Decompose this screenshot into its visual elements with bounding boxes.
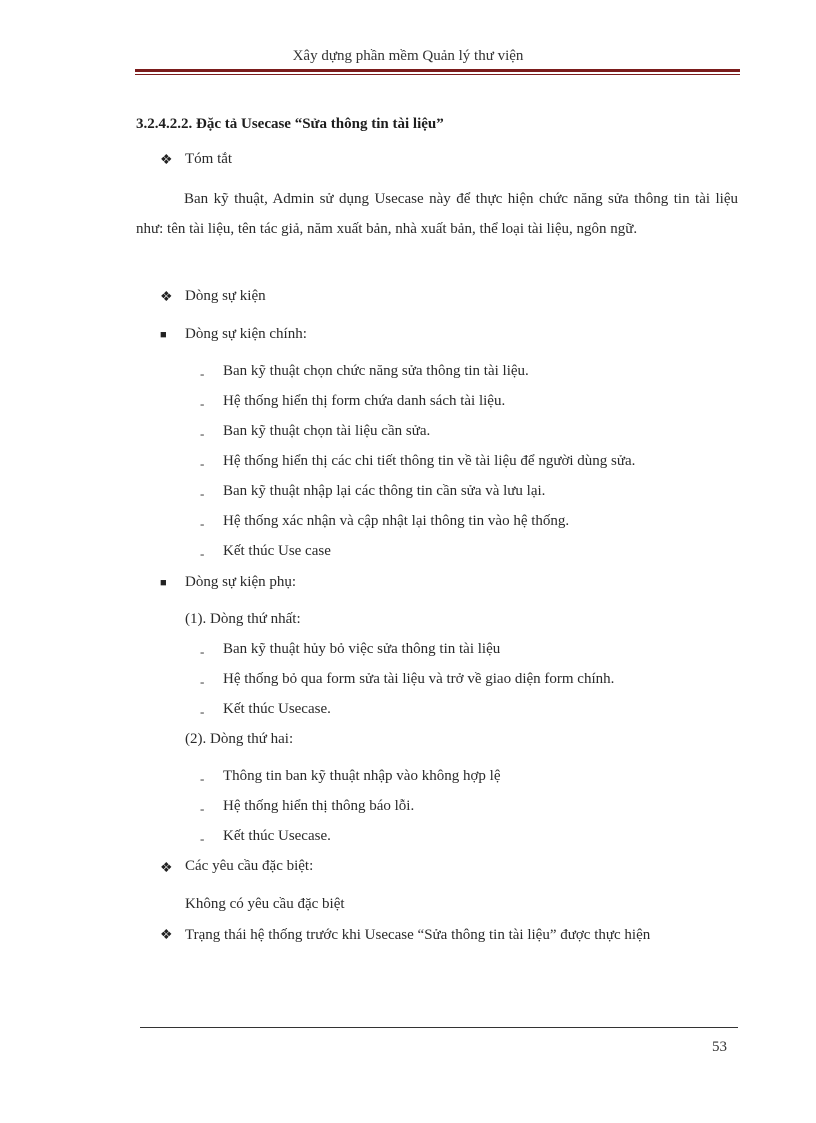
square-bullet-icon: ■ bbox=[160, 329, 167, 341]
main-step-2: Hệ thống hiển thị form chứa danh sách tài liệu. bbox=[223, 393, 506, 409]
diamond-bullet-icon: ❖ bbox=[160, 928, 173, 943]
header-rule-thick bbox=[135, 69, 740, 72]
alt-flow-2-step-1: Thông tin ban kỹ thuật nhập vào không hợp lệ bbox=[223, 768, 501, 784]
dash-bullet-icon: - bbox=[200, 456, 205, 471]
dash-bullet-icon: - bbox=[200, 674, 205, 689]
precondition-label: Trạng thái hệ thống trước khi Usecase “Sửa thông tin tài liệu” được thực hiện bbox=[185, 927, 651, 943]
diamond-bullet-icon: ❖ bbox=[160, 861, 173, 876]
dash-bullet-icon: - bbox=[200, 396, 205, 411]
main-step-5: Ban kỹ thuật nhập lại các thông tin cần sửa và lưu lại. bbox=[223, 483, 546, 499]
alt-flow-1-step-2: Hệ thống bỏ qua form sửa tài liệu và trở về giao diện form chính. bbox=[223, 671, 615, 687]
alt-flow-1-step-1: Ban kỹ thuật hủy bỏ việc sửa thông tin tài liệu bbox=[223, 641, 501, 657]
diamond-bullet-icon: ❖ bbox=[160, 290, 173, 305]
main-flow-label: Dòng sự kiện chính: bbox=[185, 326, 307, 342]
dash-bullet-icon: - bbox=[200, 771, 205, 786]
alt-flow-1-label: (1). Dòng thứ nhất: bbox=[185, 611, 301, 627]
main-step-6: Hệ thống xác nhận và cập nhật lại thông tin vào hệ thống. bbox=[223, 513, 570, 529]
dash-bullet-icon: - bbox=[200, 831, 205, 846]
summary-label: Tóm tắt bbox=[185, 151, 233, 167]
main-step-7: Kết thúc Use case bbox=[223, 543, 331, 559]
dash-bullet-icon: - bbox=[200, 704, 205, 719]
dash-bullet-icon: - bbox=[200, 644, 205, 659]
dash-bullet-icon: - bbox=[200, 546, 205, 561]
event-flow-label: Dòng sự kiện bbox=[185, 288, 266, 304]
alt-flow-2-step-3: Kết thúc Usecase. bbox=[223, 828, 331, 844]
special-requirements-text: Không có yêu cầu đặc biệt bbox=[185, 896, 345, 912]
dash-bullet-icon: - bbox=[200, 516, 205, 531]
dash-bullet-icon: - bbox=[200, 366, 205, 381]
main-step-3: Ban kỹ thuật chọn tài liệu cần sửa. bbox=[223, 423, 431, 439]
dash-bullet-icon: - bbox=[200, 426, 205, 441]
header-rule-thin bbox=[135, 74, 740, 75]
main-step-4: Hệ thống hiển thị các chi tiết thông tin về tài liệu để người dùng sửa. bbox=[223, 453, 636, 469]
diamond-bullet-icon: ❖ bbox=[160, 153, 173, 168]
running-header-title: Xây dựng phần mềm Quản lý thư viện bbox=[292, 48, 524, 64]
square-bullet-icon: ■ bbox=[160, 577, 167, 589]
alt-flow-label: Dòng sự kiện phụ: bbox=[185, 574, 297, 590]
alt-flow-2-step-2: Hệ thống hiển thị thông báo lỗi. bbox=[223, 798, 415, 814]
dash-bullet-icon: - bbox=[200, 801, 205, 816]
footer-rule bbox=[140, 1027, 738, 1028]
special-requirements-label: Các yêu cầu đặc biệt: bbox=[185, 858, 314, 874]
dash-bullet-icon: - bbox=[200, 486, 205, 501]
summary-paragraph: Ban kỹ thuật, Admin sử dụng Usecase này để thực hiện chức năng sửa thông tin tài liệu như: tên tài liệu, tên tác giả, năm xuất bản, nhà xuất bản, thể loại tài liệu, ngôn ngữ. bbox=[136, 191, 738, 237]
main-step-1: Ban kỹ thuật chọn chức năng sửa thông tin tài liệu. bbox=[223, 363, 529, 379]
page-number: 53 bbox=[712, 1039, 727, 1055]
alt-flow-1-step-3: Kết thúc Usecase. bbox=[223, 701, 331, 717]
section-heading: 3.2.4.2.2. Đặc tả Usecase “Sửa thông tin tài liệu” bbox=[136, 116, 444, 132]
alt-flow-2-label: (2). Dòng thứ hai: bbox=[185, 731, 294, 747]
